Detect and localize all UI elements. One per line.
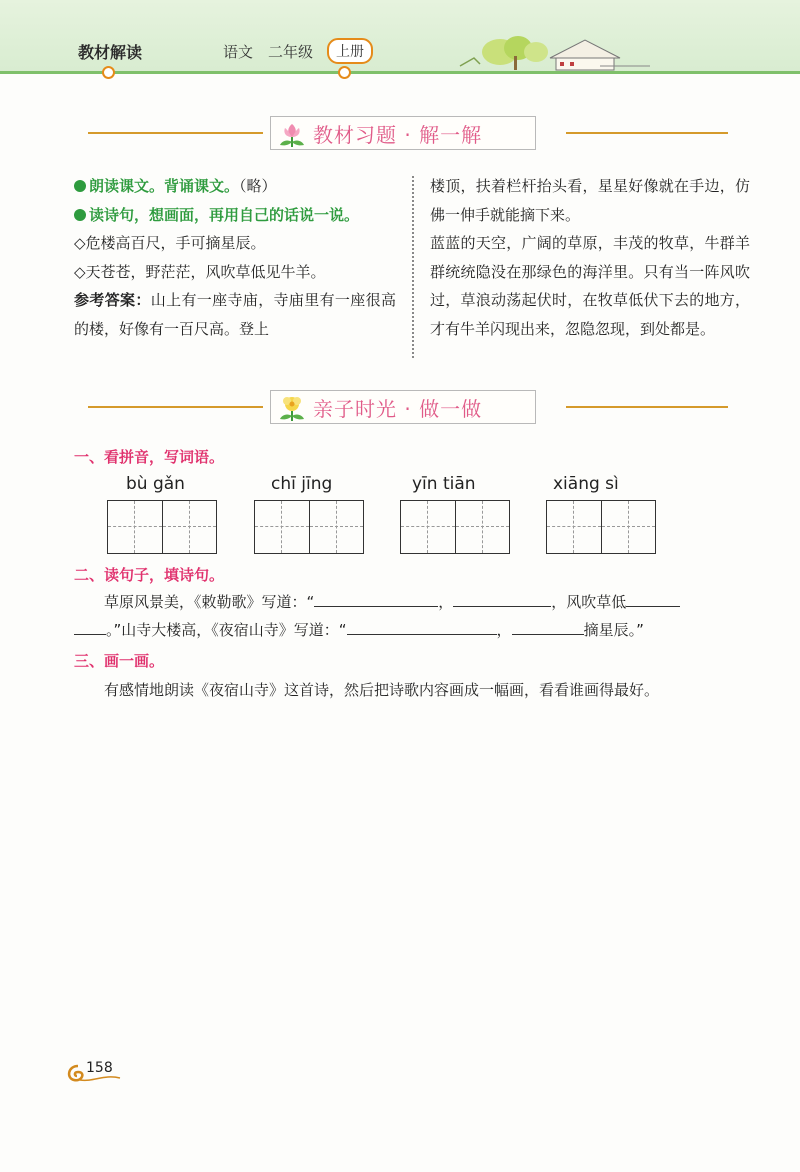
banner-box [270, 116, 536, 150]
writing-cell[interactable] [401, 501, 455, 553]
banner-rule-left [88, 132, 263, 134]
writing-cell[interactable] [162, 501, 217, 553]
fill-blank-4[interactable] [347, 618, 497, 635]
header-subject: 语文 [223, 43, 254, 61]
writing-grid[interactable] [400, 500, 510, 554]
banner-title: 亲子时光 · 做一做 [313, 397, 483, 421]
q2-comma-2: ， [496, 621, 512, 639]
question-2-title: 二、读句子，填诗句。 [74, 566, 225, 584]
header-grade: 二年级 [268, 43, 314, 61]
page-number: 158 [86, 1060, 113, 1076]
section-banner-parent-child-time [88, 390, 728, 424]
reference-answer-label: 参考答案： [74, 291, 151, 310]
exercise-item-1-text: 朗读课文。背诵课文。 [89, 177, 240, 195]
reference-answer-left-text: 山上有一座寺庙，寺庙里有一座很高的楼，好像有一百尺高。登上 [74, 291, 396, 338]
header-title: 教材解读 [78, 43, 143, 62]
writing-cell[interactable] [455, 501, 510, 553]
reference-answer [74, 286, 396, 343]
reference-answer-right-text-2: 蓝蓝的天空，广阔的草原，丰茂的牧草，牛群羊群统统隐没在那绿色的海洋里。只有当一阵风吹过，草浪动荡起伏时，在牧草低伏下去的地方，才有牛羊闪现出来，忽隐忽现，到处都是。 [430, 234, 750, 338]
fill-blank-5[interactable] [512, 618, 584, 635]
exercise-item-1-note: （略） [239, 177, 277, 195]
scenery-illustration-icon [440, 28, 660, 72]
fill-blank-3[interactable] [626, 590, 680, 607]
page-header [0, 0, 800, 74]
writing-grid[interactable] [546, 500, 656, 554]
q2-part-3: 。”山寺大楼高，《夜宿山寺》写道：“ [106, 621, 347, 639]
answer-left-column [74, 172, 396, 344]
writing-cell[interactable] [547, 501, 601, 553]
question-3-text: 有感情地朗读《夜宿山寺》这首诗，然后把诗歌内容画成一幅画，看看谁画得最好。 [104, 681, 660, 699]
question-2-text [74, 588, 754, 644]
header-dot-icon [338, 66, 351, 79]
fill-blank-3-continued[interactable] [74, 618, 106, 635]
banner-rule-left [88, 406, 263, 408]
q2-comma-1: ， [438, 593, 454, 611]
section-banner-textbook-exercises [88, 116, 728, 150]
pinyin-label: xiāng sì [553, 474, 619, 494]
header-dot-icon [102, 66, 115, 79]
bullet-icon [74, 180, 86, 192]
banner-title: 教材习题 · 解一解 [313, 123, 483, 147]
q2-part-2: ，风吹草低 [551, 593, 627, 611]
q2-part-4: 摘星辰。” [583, 621, 644, 639]
banner-rule-right [566, 132, 728, 134]
q2-part-1: 草原风景美，《敕勒歌》写道：“ [104, 593, 315, 611]
writing-cell[interactable] [108, 501, 162, 553]
question-1-title: 一、看拼音，写词语。 [74, 448, 225, 466]
question-3-title: 三、画一画。 [74, 652, 165, 670]
exercise-item-1 [74, 172, 396, 201]
writing-cell[interactable] [255, 501, 309, 553]
pinyin-label: chī jīng [271, 474, 333, 494]
writing-grid[interactable] [254, 500, 364, 554]
bullet-icon [74, 209, 86, 221]
poem-line-1: ◇危楼高百尺，手可摘星辰。 [74, 234, 266, 253]
column-divider [412, 176, 414, 358]
lotus-flower-icon [277, 120, 307, 148]
banner-box [270, 390, 536, 424]
pinyin-label: bù gǎn [126, 474, 185, 494]
header-rule [0, 71, 800, 74]
fill-blank-2[interactable] [453, 590, 551, 607]
answer-right-column [430, 172, 750, 344]
pinyin-label: yīn tiān [412, 474, 476, 494]
banner-rule-right [566, 406, 728, 408]
poem-line-2: ◇天苍苍，野茫茫，风吹草低见牛羊。 [74, 262, 326, 281]
writing-cell[interactable] [309, 501, 364, 553]
writing-grid[interactable] [107, 500, 217, 554]
header-volume-badge: 上册 [327, 38, 373, 64]
yellow-flower-icon [277, 394, 307, 422]
exercise-item-2 [74, 201, 396, 230]
exercise-item-2-text: 读诗句，想画面，再用自己的话说一说。 [89, 205, 360, 224]
writing-cell[interactable] [601, 501, 656, 553]
fill-blank-1[interactable] [314, 590, 438, 607]
reference-answer-right-text-1: 楼顶，扶着栏杆抬头看，星星好像就在手边，仿佛一伸手就能摘下来。 [430, 177, 750, 224]
